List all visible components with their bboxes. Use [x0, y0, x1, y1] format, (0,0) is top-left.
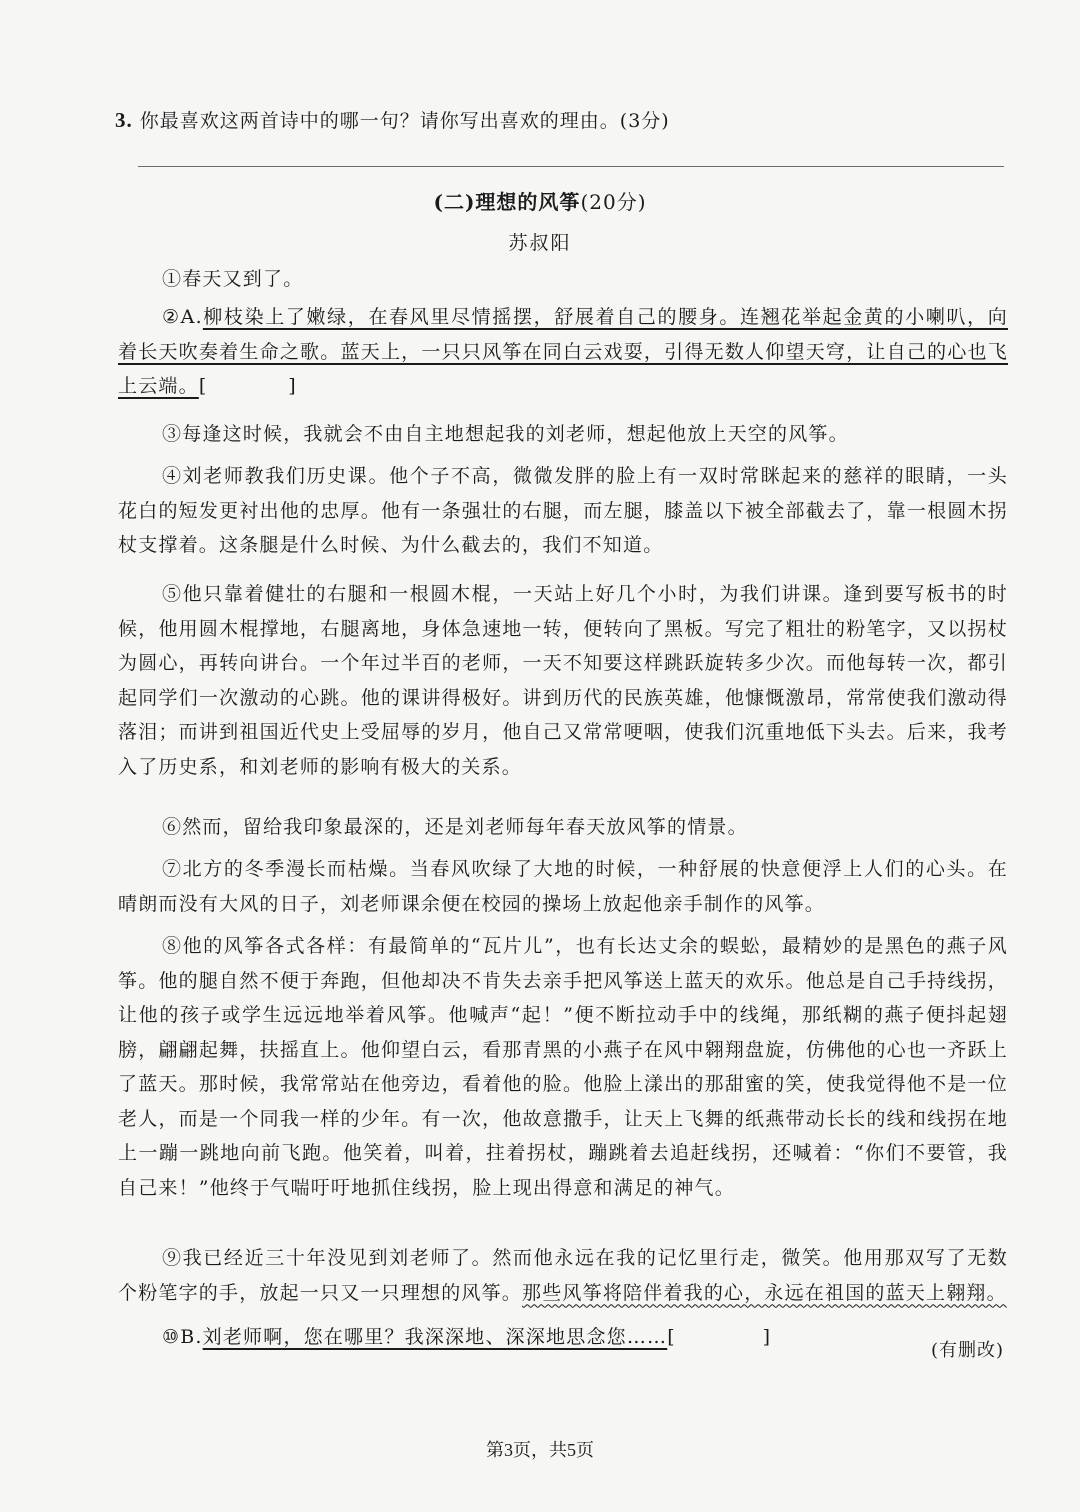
label-a: ②A. [162, 306, 203, 328]
paragraph-10 [118, 1320, 818, 1355]
label-b: ⑩B. [162, 1326, 203, 1348]
answer-bracket-b: [ ] [667, 1326, 771, 1348]
section-title-text: (二)理想的风筝 [433, 190, 581, 214]
underlined-sentence-a: 柳枝染上了嫩绿，在春风里尽情摇摆，舒展着自己的腰身。连翘花举起金黄的小喇叭，向着长天吹奏着生命之歌。蓝天上，一只只风筝在同白云戏耍，引得无数人仰望天穹，让自己的心也飞上云端。 [118, 306, 1008, 397]
author: 苏叔阳 [508, 232, 572, 254]
section-title [0, 186, 1080, 215]
paragraph-1: ①春天又到了。 [162, 268, 304, 290]
paragraph-8: ⑧他的风筝各式各样：有最简单的“瓦片儿”，也有长达丈余的蜈蚣，最精妙的是黑色的燕子风筝。他的腿自然不便于奔跑，但他却决不肯失去亲手把风筝送上蓝天的欢乐。他总是自己手持线拐，让他的孩子或学生远远地举着风筝。他喊声“起！”便不断拉动手中的线绳，那纸糊的燕子便抖起翅膀，翩翩起舞，扶摇直上。他仰望白云，看那青黑的小燕子在风中翱翔盘旋，仿佛他的心也一齐跃上了蓝天。那时候，我常常站在他旁边，看着他的脸。他脸上漾出的那甜蜜的笑，使我觉得他不是一位老人，而是一个同我一样的少年。有一次，他故意撒手，让天上飞舞的纸燕带动长长的线和线拐在地上一蹦一跳地向前飞跑。他笑着，叫着，拄着拐杖，蹦跳着去追赶线拐，还喊着：“你们不要管，我自己来！”他终于气喘吁吁地抓住线拐，脸上现出得意和满足的神气。 [118, 935, 1008, 1199]
section-divider [138, 166, 1004, 167]
question-number: 3. [115, 108, 133, 132]
paragraph-6: ⑥然而，留给我印象最深的，还是刘老师每年春天放风筝的情景。 [162, 816, 748, 838]
question-3 [115, 106, 670, 133]
paragraph-7: ⑦北方的冬季漫长而枯燥。当春风吹绿了大地的时候，一种舒展的快意便浮上人们的心头。在晴朗而没有大风的日子，刘老师课余便在校园的操场上放起他亲手制作的风筝。 [118, 858, 1008, 915]
answer-bracket-a: [ ] [198, 375, 296, 397]
paragraph-9-text: ⑨我已经近三十年没见到刘老师了。然而他永远在我的记忆里行走，微笑。他用那双写了无数个粉笔字的手，放起一只又一只理想的风筝。 [118, 1247, 1008, 1304]
page-footer: 第3页，共5页 [486, 1440, 594, 1460]
wavy-underlined-sentence: 那些风筝将陪伴着我的心，永远在祖国的蓝天上翱翔。 [522, 1281, 1007, 1304]
paragraph-3: ③每逢这时候，我就会不由自主地想起我的刘老师，想起他放上天空的风筝。 [162, 423, 849, 445]
paragraph-5: ⑤他只靠着健壮的右腿和一根圆木棍，一天站上好几个小时，为我们讲课。逢到要写板书的时候，他用圆木棍撑地，右腿离地，身体急速地一转，便转向了黑板。写完了粗壮的粉笔字，又以拐杖为圆心，再转向讲台。一个年过半百的老师，一天不知要这样跳跃旋转多少次。而他每转一次，都引起同学们一次激动的心跳。他的课讲得极好。讲到历代的民族英雄，他慷慨激昂，常常使我们激动得落泪；而讲到祖国近代史上受屈辱的岁月，他自己又常常哽咽，使我们沉重地低下头去。后来，我考入了历史系，和刘老师的影响有极大的关系。 [118, 583, 1008, 778]
underlined-sentence-b: 刘老师啊，您在哪里？我深深地、深深地思念您…… [202, 1326, 668, 1348]
section-points: (20分) [580, 190, 647, 214]
paragraph-4: ④刘老师教我们历史课。他个子不高，微微发胖的脸上有一双时常眯起来的慈祥的眼睛，一头花白的短发更衬出他的忠厚。他有一条强壮的右腿，而左腿，膝盖以下被全部截去了，靠一根圆木拐杖支撑着。这条腿是什么时候、为什么截去的，我们不知道。 [118, 465, 1008, 556]
question-text: 你最喜欢这两首诗中的哪一句？请你写出喜欢的理由。(3分) [139, 110, 670, 132]
paragraph-2 [118, 300, 1008, 404]
source-note: (有删改) [930, 1340, 1004, 1361]
paragraph-9 [118, 1241, 1008, 1310]
